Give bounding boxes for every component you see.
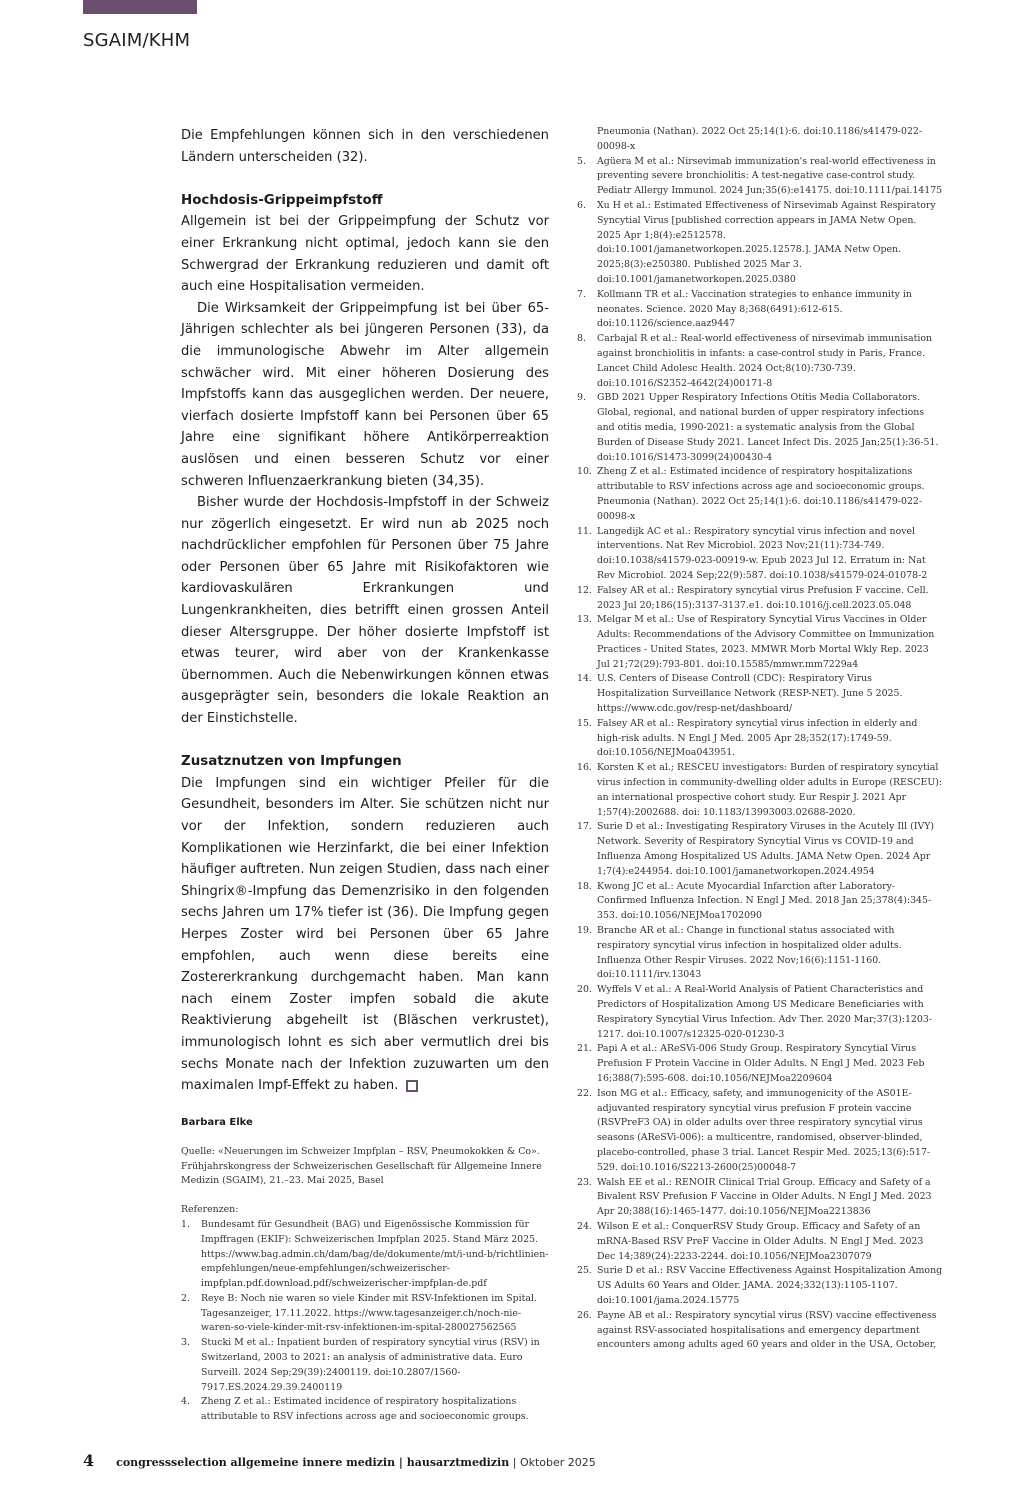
reference-item [577,983,943,1042]
reference-text: U.S. Centers of Disease Controll (CDC): Respiratory Virus Hospitalization Surveillance Network (RESP-NET). June 5 2025. https://www.cdc.gov/resp-net/dashboard/ [597,673,903,715]
paragraph [181,773,549,1097]
reference-item [577,525,943,584]
reference-number: 14. [577,673,592,685]
reference-item [577,199,943,288]
reference-text: Zheng Z et al.: Estimated incidence of respiratory hospitalizations attributable to RSV infections across age and socioeconomic groups. [201,1396,529,1423]
page-number: 4 [83,1451,95,1470]
reference-text: Surie D et al.: RSV Vaccine Effectiveness Against Hospitalization Among US Adults 60 Years and Older. JAMA. 2024;332(13):1105-1107. doi:10.1001/jama.2024.15775 [597,1265,943,1306]
reference-text: Payne AB et al.: Respiratory syncytial virus (RSV) vaccine effectiveness against RSV-associated hospitalisations and emergency department encounters among adults aged 60 years and older in the USA, October, [597,1309,937,1351]
reference-number: 24. [577,1220,592,1232]
reference-number: 3. [181,1337,190,1349]
reference-text: Reye B: Noch nie waren so viele Kinder mit RSV-Infektionen im Spital. Tagesanzeiger, 17.11.2022. https://www.tagesanzeiger.ch/noch-nie-waren-so-viele-kinder-mit-rsv-infektionen-im-spital-280027562565 [201,1292,537,1334]
reference-text: Ison MG et al.: Efficacy, safety, and immunogenicity of the AS01E-adjuvanted respiratory syncytial virus prefusion F protein vaccine (RSVPreF3 OA) in older adults over three respiratory syncytial virus seasons (AReSVi-006): a multicentre, randomised, observer-blinded, placebo-controlled, phase 3 trial. Lancet Respir Med. 2025;13(6):517-529. doi:10.1016/S2213-2600(25)00048-7 [597,1087,931,1173]
reference-number: 19. [577,925,592,937]
reference-item [577,1176,943,1220]
reference-item [577,672,943,716]
reference-number: 26. [577,1309,592,1321]
reference-number: 1. [181,1218,190,1230]
references-title: Referenzen: [181,1204,239,1216]
paragraph: Bisher wurde der Hochdosis-Impfstoff in der Schweiz nur zögerlich eingesetzt. Er wird nun ab 2025 noch nachdrücklicher empfohlen für Personen über 75 Jahre oder Personen über 65 Jahre mit Risikofaktoren wie kardiovaskulären Erkrankungen und Lungenkrankheiten, dies betrifft einen grossen Anteil dieser Altersgruppe. Der höher dosierte Impfstoff ist etwas teurer, wird aber von der Krankenkasse übernommen. Auch die Nebenwirkungen können etwas ausgeprägter sein, besonders die lokale Reaktion an der Einstichstelle. [181,495,549,727]
reference-number: 16. [577,762,592,774]
reference-number: 18. [577,880,592,892]
reference-text: Kollmann TR et al.: Vaccination strategies to enhance immunity in neonates. Science. 2020 May 8;368(6491):612-615. doi:10.1126/science.aaz9447 [597,288,912,330]
intro-paragraph: Die Empfehlungen können sich in den verschiedenen Ländern unterscheiden (32). [181,128,549,165]
reference-number: 9. [577,392,586,404]
issue-date: Oktober 2025 [519,1456,596,1469]
reference-item [577,391,943,465]
page-footer-area [0,1441,1024,1494]
reference-text: Langedijk AC et al.: Respiratory syncytial virus infection and novel interventions. Nat Rev Microbiol. 2023 Nov;21(11):734-749. doi:10.1038/s41579-023-00919-w. Epub 2023 Jul 12. Erratum in: Nat Rev Microbiol. 2024 Sep;22(9):587. doi:10.1038/s41579-024-01078-2 [597,525,928,581]
paragraph-text: Die Impfungen sind ein wichtiger Pfeiler für die Gesundheit, besonders im Alter. Sie schützen nicht nur vor der Infektion, sondern reduzieren auch Komplikationen wie Herzinfarkt, die bei einer Infektion häufiger auftreten. Nun zeigen Studien, dass nach einer Shingrix®-Impfung das Demenzrisiko in den folgenden sechs Jahren um 17% tiefer ist (36). Die Impfung gegen Herpes Zoster wird bei Personen über 65 Jahre empfohlen, auch wenn diese bereits eine Zostererkrankung durchgemacht haben. Man kann nach einem Zoster impfen sobald die akute Reaktivierung abgeheilt ist (Bläschen verkrustet), immunologisch lohnt es sich aber vermutlich drei bis sechs Monate nach der Infektion zuzuwarten um den maximalen Impf-Effekt zu haben. [181,775,549,1094]
reference-number: 25. [577,1265,592,1277]
paragraph: Die Wirksamkeit der Grippeimpfung ist bei über 65-Jährigen schlechter als bei jüngeren Personen (33), da die immunologische Abwehr im Alter allgemein schwächer wird. Mit einer höheren Dosierung des Impfstoffs kann das ausgeglichen werden. Der neuere, vierfach dosierte Impfstoff kann bei Personen über 65 Jahre eine signifikant höhere Antikörperreaktion auslösen und einen besseren Schutz vor einer schweren Influenzaerkrankung bieten (34,35). [181,300,549,489]
reference-item [577,1220,943,1264]
source-note: Quelle: «Neuerungen im Schweizer Impfplan – RSV, Pneumokokken & Co». Frühjahrskongress der Schweizerischen Gesellschaft für Allgemeine Innere Medizin (SGAIM), 21.–23. Mai 2025, Basel [181,1145,542,1187]
reference-item [577,332,943,391]
reference-text: GBD 2021 Upper Respiratory Infections Otitis Media Collaborators. Global, regional, and national burden of upper respiratory infections and otitis media, 1990-2021: a systematic analysis from the Global Burden of Disease Study 2021. Lancet Infect Dis. 2025 Jan;25(1):36-51. doi:10.1016/S1473-3099(24)00430-4 [597,392,939,463]
reference-text: Zheng Z et al.: Estimated incidence of respiratory hospitalizations attributable to RSV infections across age and socioeconomic groups. Pneumonia (Nathan). 2022 Oct 25;14(1):6. doi:10.1186/s41479-022-00098-x [597,466,925,522]
references-list-right [577,155,943,1354]
reference-number: 8. [577,333,586,345]
reference-item [577,1087,943,1176]
reference-number: 2. [181,1292,190,1304]
reference-item [181,1395,549,1425]
reference-number: 10. [577,466,592,478]
reference-number: 15. [577,717,592,729]
reference-text: Bundesamt für Gesundheit (BAG) und Eigenössische Kommission für Impffragen (EKIF): Schweizerischen Impfplan 2025. Stand März 2025. https://www.bag.admin.ch/dam/bag/de/dokumente/mt/i-und-b/richtlinien-empfehlungen/neue-empfehlungen/schweizerischer-impfplan.pdf.download.pdf/schweizerischer-impfplan-de.pdf [201,1218,549,1290]
section-heading-hochdosis: Hochdosis-Grippeimpfstoff [181,192,383,208]
header-accent-bar [83,0,197,14]
reference-item [577,820,943,879]
reference-number: 22. [577,1087,592,1099]
reference-text: Xu H et al.: Estimated Effectiveness of Nirsevimab Against Respiratory Syncytial Virus [published correction appears in JAMA Netw Open. 2025 Apr 1;8(4):e2512578. doi:10.1001/jamanetworkopen.2025.12578.]. JAMA Netw Open. 2025;8(3):e250380. Published 2025 Mar 3. doi:10.1001/jamanetworkopen.2025.0380 [597,199,936,285]
reference-text: Surie D et al.: Investigating Respiratory Viruses in the Acutely Ill (IVY) Network. Severity of Respiratory Syncytial Virus vs COVID-19 and Influenza Among Hospitalized US Adults. JAMA Netw Open. 2024 Apr 1;7(4):e244954. doi:10.1001/jamanetworkopen.2024.4954 [597,821,935,877]
references-list-left [181,1218,549,1425]
reference-item [577,288,943,332]
reference-item [181,1292,549,1336]
references-column-right [577,125,943,1353]
reference-text: Wilson E et al.: ConquerRSV Study Group. Efficacy and Safety of an mRNA-Based RSV PreF Vaccine in Older Adults. N Engl J Med. 2023 Dec 14;389(24):2233-2244. doi:10.1056/NEJMoa2307079 [597,1220,924,1262]
reference-item [577,1264,943,1308]
reference-number: 11. [577,525,592,537]
reference-number: 23. [577,1176,592,1188]
reference-item [577,155,943,199]
reference-text: Kwong JC et al.: Acute Myocardial Infarction after Laboratory-Confirmed Influenza Infection. N Engl J Med. 2018 Jan 25;378(4):345-353. doi:10.1056/NEJMoa1702090 [597,880,932,922]
reference-number: 4. [181,1396,190,1408]
reference-text: Stucki M et al.: Inpatient burden of respiratory syncytial virus (RSV) in Switzerland, 2003 to 2021: an analysis of administrative data. Euro Surveill. 2024 Sep;29(39):2400119. doi:10.2807/1560-7917.ES.2024.29.39.2400119 [201,1337,540,1393]
reference-number: 7. [577,288,586,300]
section-label: SGAIM/KHM [83,30,191,51]
reference-item [577,717,943,761]
reference-text: Papi A et al.: AReSVi-006 Study Group. Respiratory Syncytial Virus Prefusion F Protein Vaccine in Older Adults. N Engl J Med. 2023 Feb 16;388(7):595-608. doi:10.1056/NEJMoa2209604 [597,1043,925,1084]
article-column [181,125,549,1425]
reference-text: Falsey AR et al.: Respiratory syncytial virus Prefusion F vaccine. Cell. 2023 Jul 20;186(15):3137-3137.e1. doi:10.1016/j.cell.2023.05.048 [597,584,929,611]
reference-item [577,761,943,820]
footer-separator: | [509,1456,520,1469]
paragraph: Allgemein ist bei der Grippeimpfung der Schutz vor einer Erkrankung nicht optimal, jedoch kann sie den Schwergrad der Erkrankung reduzieren und damit oft auch eine Hospitalisation vermeiden. [181,214,549,295]
reference-item [577,1309,943,1353]
reference-text: Branche AR et al.: Change in functional status associated with respiratory syncytial virus infection in hospitalized older adults. Influenza Other Respir Viruses. 2022 Nov;16(6):1151-1160. doi:10.1111/irv.13043 [597,925,902,981]
reference-number: 12. [577,584,592,596]
reference-item [577,924,943,983]
reference-item [577,1042,943,1086]
page-footer [0,1441,1024,1494]
reference-item [577,880,943,924]
reference-text: Wyffels V et al.: A Real-World Analysis of Patient Characteristics and Predictors of Hospitalization Among US Medicare Beneficiaries with Respiratory Syncytial Virus Infection. Adv Ther. 2020 Mar;37(3):1203-1217. doi:10.1007/s12325-020-01230-3 [597,984,932,1040]
reference-text: Korsten K et al.; RESCEU investigators: Burden of respiratory syncytial virus infection in community-dwelling older adults in Europe (RESCEU): an international prospective cohort study. Eur Respir J. 2021 Apr 1;57(4):2002688. doi: 10.1183/13993003.02688-2020. [597,762,943,818]
reference-number: 21. [577,1043,592,1055]
reference-item [577,584,943,614]
publication-name-line [116,1456,596,1469]
publication-name: congressselection allgemeine innere medizin | hausarztmedizin [116,1456,510,1469]
reference-item [181,1218,549,1292]
reference-text: Falsey AR et al.: Respiratory syncytial virus infection in elderly and high-risk adults. N Engl J Med. 2005 Apr 28;352(17):1749-59. doi:10.1056/NEJMoa043951. [597,717,918,759]
reference-text: Melgar M et al.: Use of Respiratory Syncytial Virus Vaccines in Older Adults: Recommendations of the Advisory Committee on Immunization Practices - United States, 2023. MMWR Morb Mortal Wkly Rep. 2023 Jul 21;72(29):793-801. doi:10.15585/mmwr.mm7229a4 [597,614,935,670]
page-columns [181,125,943,1425]
reference-item [577,613,943,672]
section-heading-zusatznutzen: Zusatznutzen von Impfungen [181,754,402,770]
reference-number: 13. [577,614,592,626]
reference-number: 5. [577,155,586,167]
reference-text: Carbajal R et al.: Real-world effectiveness of nirsevimab immunisation against bronchiolitis in infants: a case-control study in Paris, France. Lancet Child Adolesc Health. 2024 Oct;8(10):730-739. doi:10.1016/S2352-4642(24)00171-8 [597,333,933,389]
reference-text: Agüera M et al.: Nirsevimab immunization's real-world effectiveness in preventing severe bronchiolitis: A test-negative case-control study. Pediatr Allergy Immunol. 2024 Jun;35(6):e14175. doi:10.1111/pai.14175 [597,155,943,197]
reference-item [181,1336,549,1395]
author-name: Barbara Elke [181,1116,253,1128]
reference-number: 6. [577,199,586,211]
reference-number: 20. [577,984,592,996]
reference-item [577,465,943,524]
end-of-article-square-icon [406,1080,418,1092]
reference-number: 17. [577,821,592,833]
reference-text: Walsh EE et al.: RENOIR Clinical Trial Group. Efficacy and Safety of a Bivalent RSV Prefusion F Vaccine in Older Adults. N Engl J Med. 2023 Apr 20;388(16):1465-1477. doi:10.1056/NEJMoa2213836 [597,1176,932,1218]
reference-continuation: Pneumonia (Nathan). 2022 Oct 25;14(1):6. doi:10.1186/s41479-022-00098-x [597,126,923,152]
